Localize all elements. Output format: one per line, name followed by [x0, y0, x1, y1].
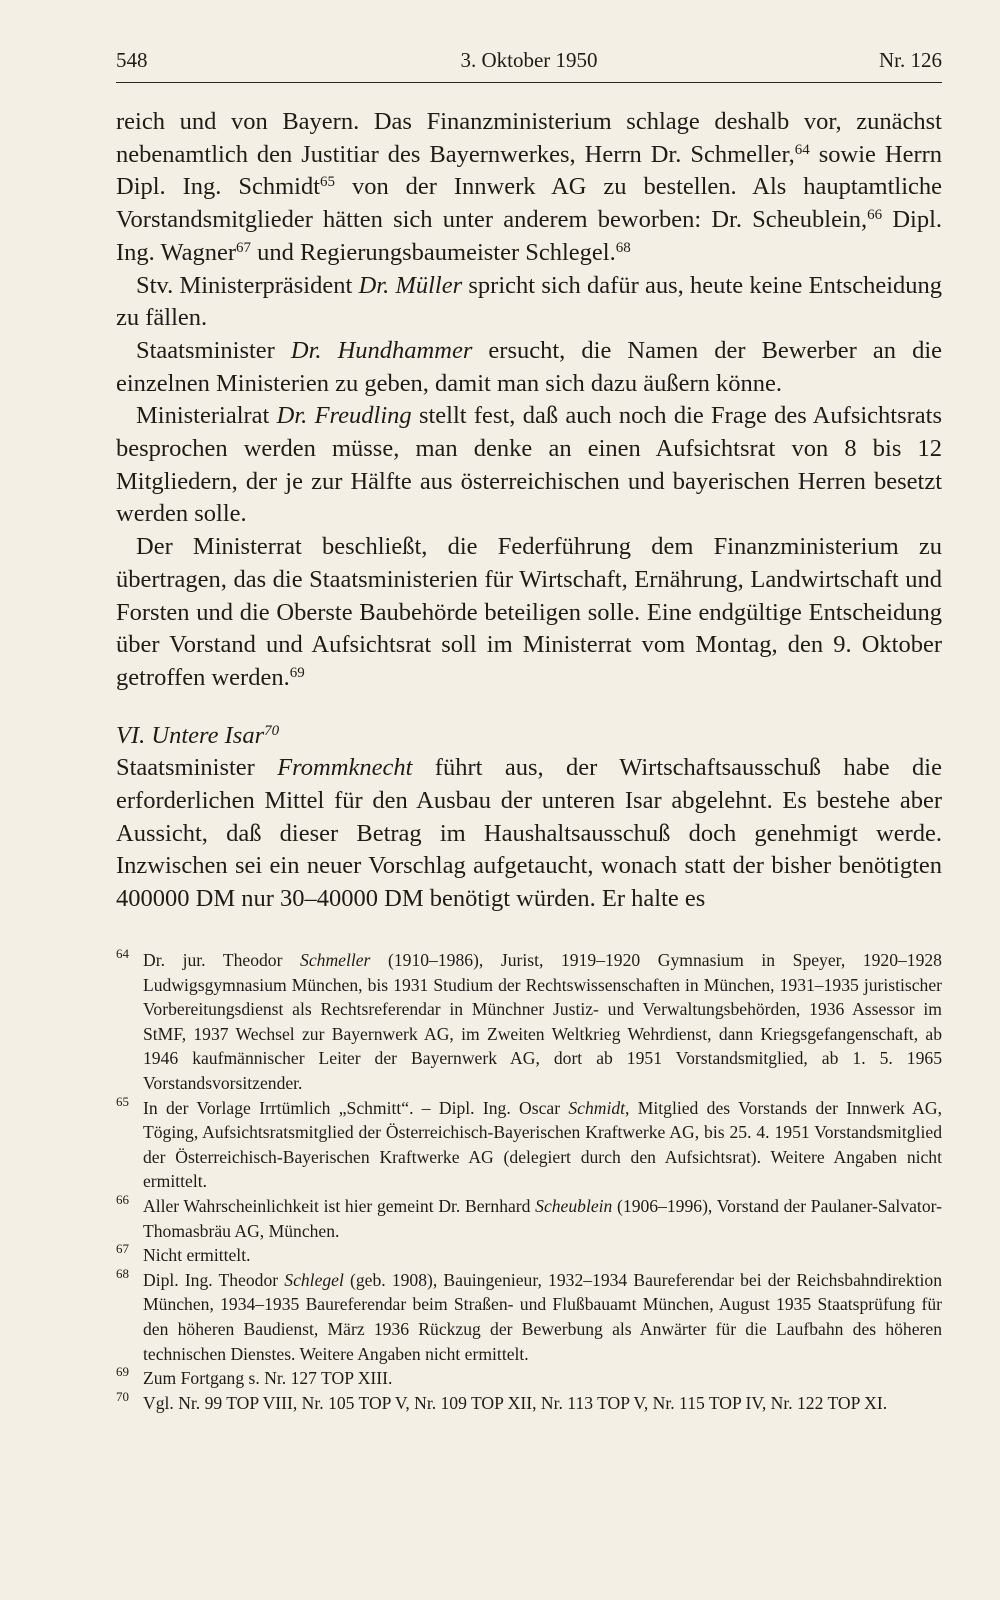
footnote-number: 66: [116, 1191, 129, 1207]
footnote-ref-69[interactable]: 69: [289, 664, 305, 681]
header-rule: [116, 82, 942, 83]
running-header: [116, 48, 942, 82]
footnote-number: 69: [116, 1364, 129, 1380]
footnote-67: 67 Nicht ermittelt.: [116, 1243, 942, 1268]
footnote-70: 70 Vgl. Nr. 99 TOP VIII, Nr. 105 TOP V, Nr. 109 TOP XII, Nr. 113 TOP V, Nr. 115 TOP IV, Nr. 122 TOP XI.: [116, 1391, 942, 1416]
speaker-name: Dr. Müller: [358, 271, 463, 299]
header-date: 3. Oktober 1950: [460, 48, 598, 72]
person-name: Scheublein: [535, 1195, 613, 1216]
footnote-number: 70: [116, 1388, 129, 1404]
section-heading: VI. Untere Isar$^{70}$: [116, 721, 280, 749]
paragraph-decision: Der Ministerrat beschließt, die Federführung dem Finanzministerium zu übertragen, das die Staatsministerien für Wirtschaft, Ernährung, Landwirtschaft und Forsten und die Oberste Baubehörde beteiligen solle. Eine endgültige Entscheidung über Vorstand und Aufsichtsrat soll im Ministerrat vom Montag, den 9. Oktober getroffen werden.$^{69}$: [116, 533, 942, 691]
footnote-number: 65: [116, 1093, 129, 1109]
main-text: [116, 106, 942, 916]
footnote-number: 67: [116, 1241, 129, 1257]
paragraph-freudling: Ministerialrat Dr. Freudling stellt fest, daß auch noch die Frage des Aufsichtsrats besprochen werden müsse, man denke an einen Aufsichtsrat von 8 bis 12 Mitgliedern, der je zur Hälfte aus österreichischen und bayerischen Herren besetzt werden solle.: [116, 402, 943, 528]
footnote-ref-68[interactable]: 68: [615, 239, 631, 256]
footnote-ref-66[interactable]: 66: [867, 206, 883, 223]
paragraph-hundhammer: Staatsminister Dr. Hundhammer ersucht, die Namen der Bewerber an die einzelnen Ministerien zu geben, damit man sich dazu äußern könne.: [116, 336, 942, 397]
footnote-68: 68 Dipl. Ing. Theodor Schlegel (geb. 1908), Bauingenieur, 1932–1934 Baureferendar bei der Reichsbahndirektion München, 1934–1935 Baureferendar beim Straßen- und Flußbauamt München, August 1935 Staatsprüfung für den höheren Baudienst, März 1936 Rückzug der Bewerbung als Anwärter für die Laufbahn des höheren technischen Dienstes. Weitere Angaben nicht ermittelt.: [116, 1268, 942, 1366]
person-name: Schmeller: [300, 950, 371, 970]
paragraph-mueller: Stv. Ministerpräsident Dr. Müller spricht sich dafür aus, heute keine Entscheidung zu fällen.: [116, 271, 942, 332]
footnote-65: 65 In der Vorlage Irrtümlich „Schmitt“. – Dipl. Ing. Oscar Schmidt, Mitglied des Vorstands der Innwerk AG, Töging, Aufsichtsratsmitglied der Österreichisch-Bayerischen Kraftwerke AG, bis 25. 4. 1951 Vorstandsmitglied der Österreichisch-Bayerischen Kraftwerke AG (delegiert durch den Aufsichtsrat). Weitere Angaben nicht ermittelt.: [116, 1096, 942, 1194]
speaker-name: Dr. Freudling: [276, 402, 412, 430]
footnote-number: 68: [116, 1265, 129, 1281]
footnotes: [116, 948, 942, 1415]
footnote-ref-65[interactable]: 65: [320, 174, 336, 191]
person-name: Schlegel: [284, 1269, 344, 1290]
paragraph-frommknecht: Staatsminister Frommknecht führt aus, der Wirtschaftsausschuß habe die erforderlichen Mittel für den Ausbau der unteren Isar abgelehnt. Es bestehe aber Aussicht, daß dieser Betrag im Haushaltsausschuß doch genehmigt werde. Inzwischen sei ein neuer Vorschlag aufgetaucht, wonach statt der bisher benötigten 400000 DM nur 30–40000 DM benötigt würden. Er halte es: [116, 754, 942, 913]
footnote-number: 64: [116, 946, 129, 961]
footnote-ref-70[interactable]: 70: [264, 722, 280, 739]
page-number: 548: [116, 48, 148, 72]
footnote-ref-67[interactable]: 67: [236, 239, 252, 256]
person-name: Schmidt: [568, 1097, 626, 1118]
footnote-64: 64 Dr. jur. Theodor Schmeller (1910–1986), Jurist, 1919–1920 Gymnasium in Speyer, 1920–1928 Ludwigsgymnasium München, bis 1931 Studium der Rechtswissenschaften in München, 1931–1935 juristischer Vorbereitungsdienst als Rechtsreferendar in Münchner Justiz- und Verwaltungsbehörden, 1936 Assessor im StMF, 1937 Wechsel zur Bayernwerk AG, im Zweiten Weltkrieg Wehrdienst, dann Kriegsgefangenschaft, ab 1946 kaufmännischer Leiter der Bayernwerk AG, dort ab 1951 Vorstandsmitglied, ab 1. 5. 1965 Vorstandsvorsitzender.: [116, 948, 942, 1096]
footnote-69: 69 Zum Fortgang s. Nr. 127 TOP XIII.: [116, 1366, 942, 1391]
document-number: Nr. 126: [879, 48, 942, 72]
speaker-name: Dr. Hundhammer: [290, 336, 473, 364]
speaker-name: Frommknecht: [277, 754, 413, 782]
paragraph-board-candidates: reich und von Bayern. Das Finanzministerium schlage deshalb vor, zunächst nebenamtlich den Justitiar des Bayernwerkes, Herrn Dr. Schmeller,$^{64}$ sowie Herrn Dipl. Ing. Schmidt$^{65}$ von der Innwerk AG zu bestellen. Als hauptamtliche Vorstandsmitglieder hätten sich unter anderem beworben: Dr. Scheublein,$^{66}$ Dipl. Ing. Wagner$^{67}$ und Regierungsbaumeister Schlegel.$^{68}$: [116, 108, 943, 266]
footnote-ref-64[interactable]: 64: [794, 141, 810, 158]
footnote-66: 66 Aller Wahrscheinlichkeit ist hier gemeint Dr. Bernhard Scheublein (1906–1996), Vorstand der Paulaner-Salvator-Thomasbräu AG, München.: [116, 1194, 942, 1243]
